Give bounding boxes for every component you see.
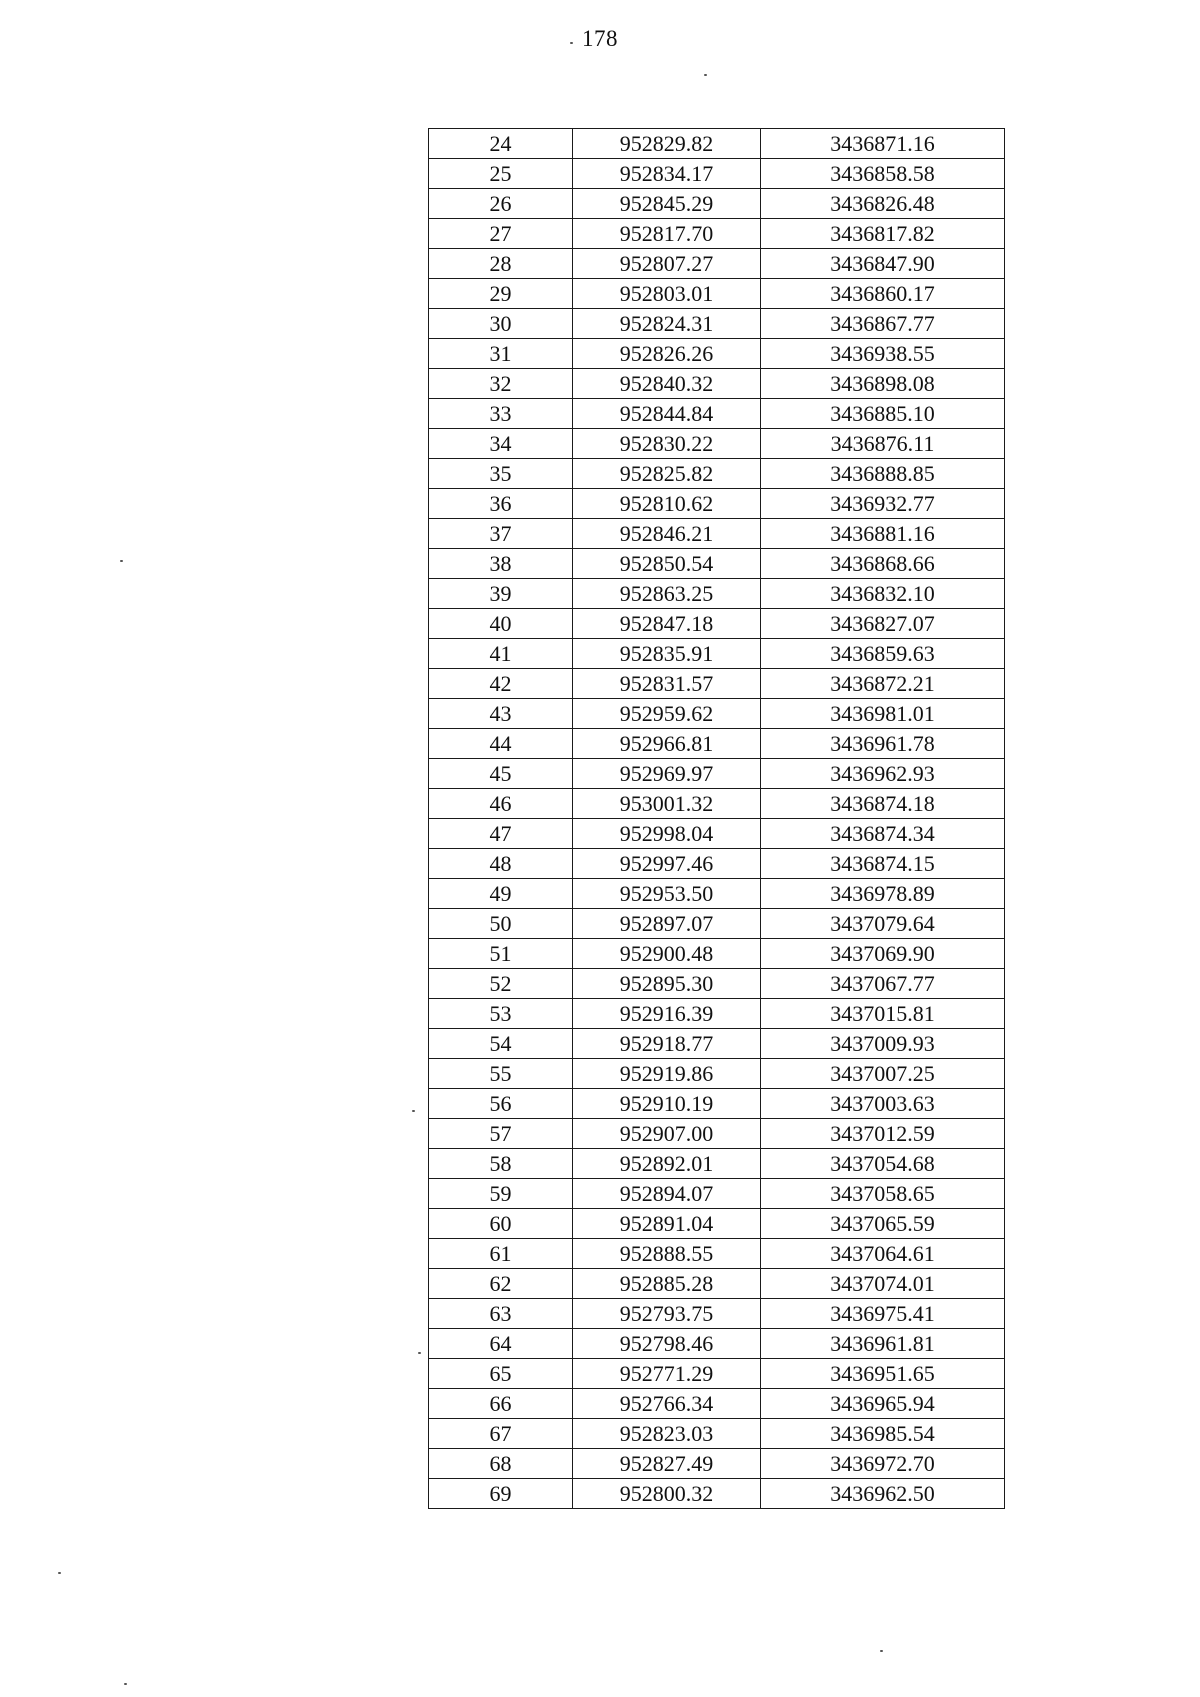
y-coordinate-cell: 3437054.68 (761, 1149, 1005, 1179)
y-coordinate-cell: 3436985.54 (761, 1419, 1005, 1449)
y-coordinate-cell: 3436962.50 (761, 1479, 1005, 1509)
y-coordinate-cell: 3436961.78 (761, 729, 1005, 759)
table-row (429, 1059, 1005, 1089)
x-coordinate-cell: 952766.34 (573, 1389, 761, 1419)
table-row (429, 1479, 1005, 1509)
x-coordinate-cell: 952834.17 (573, 159, 761, 189)
point-number-cell: 54 (429, 1029, 573, 1059)
point-number-cell: 67 (429, 1419, 573, 1449)
point-number-cell: 25 (429, 159, 573, 189)
y-coordinate-cell: 3436938.55 (761, 339, 1005, 369)
point-number-cell: 29 (429, 279, 573, 309)
table-row (429, 759, 1005, 789)
table-row (429, 1269, 1005, 1299)
table-row (429, 1089, 1005, 1119)
x-coordinate-cell: 952907.00 (573, 1119, 761, 1149)
coordinate-table-body (429, 129, 1005, 1509)
x-coordinate-cell: 952847.18 (573, 609, 761, 639)
point-number-cell: 62 (429, 1269, 573, 1299)
point-number-cell: 52 (429, 969, 573, 999)
table-row (429, 219, 1005, 249)
point-number-cell: 61 (429, 1239, 573, 1269)
x-coordinate-cell: 953001.32 (573, 789, 761, 819)
table-row (429, 249, 1005, 279)
point-number-cell: 68 (429, 1449, 573, 1479)
x-coordinate-cell: 952959.62 (573, 699, 761, 729)
scan-speck (120, 560, 123, 562)
point-number-cell: 45 (429, 759, 573, 789)
point-number-cell: 58 (429, 1149, 573, 1179)
point-number-cell: 34 (429, 429, 573, 459)
scan-speck (124, 1683, 127, 1685)
point-number-cell: 31 (429, 339, 573, 369)
y-coordinate-cell: 3436978.89 (761, 879, 1005, 909)
scan-speck (880, 1650, 883, 1652)
x-coordinate-cell: 952825.82 (573, 459, 761, 489)
table-row (429, 459, 1005, 489)
point-number-cell: 28 (429, 249, 573, 279)
y-coordinate-cell: 3436874.34 (761, 819, 1005, 849)
x-coordinate-cell: 952831.57 (573, 669, 761, 699)
scan-speck (570, 42, 573, 44)
table-row (429, 279, 1005, 309)
x-coordinate-cell: 952817.70 (573, 219, 761, 249)
x-coordinate-cell: 952966.81 (573, 729, 761, 759)
y-coordinate-cell: 3437067.77 (761, 969, 1005, 999)
point-number-cell: 56 (429, 1089, 573, 1119)
x-coordinate-cell: 952846.21 (573, 519, 761, 549)
y-coordinate-cell: 3436965.94 (761, 1389, 1005, 1419)
table-row (429, 1449, 1005, 1479)
point-number-cell: 32 (429, 369, 573, 399)
table-row (429, 999, 1005, 1029)
point-number-cell: 26 (429, 189, 573, 219)
y-coordinate-cell: 3437069.90 (761, 939, 1005, 969)
scan-speck (58, 1572, 61, 1574)
x-coordinate-cell: 952891.04 (573, 1209, 761, 1239)
point-number-cell: 44 (429, 729, 573, 759)
point-number-cell: 48 (429, 849, 573, 879)
scan-speck (412, 1110, 415, 1112)
y-coordinate-cell: 3437065.59 (761, 1209, 1005, 1239)
table-row (429, 519, 1005, 549)
y-coordinate-cell: 3436868.66 (761, 549, 1005, 579)
y-coordinate-cell: 3436932.77 (761, 489, 1005, 519)
table-row (429, 369, 1005, 399)
point-number-cell: 35 (429, 459, 573, 489)
table-row (429, 1419, 1005, 1449)
y-coordinate-cell: 3436876.11 (761, 429, 1005, 459)
x-coordinate-cell: 952800.32 (573, 1479, 761, 1509)
table-row (429, 129, 1005, 159)
table-row (429, 1389, 1005, 1419)
point-number-cell: 59 (429, 1179, 573, 1209)
x-coordinate-cell: 952998.04 (573, 819, 761, 849)
point-number-cell: 43 (429, 699, 573, 729)
y-coordinate-cell: 3436888.85 (761, 459, 1005, 489)
point-number-cell: 33 (429, 399, 573, 429)
table-row (429, 789, 1005, 819)
x-coordinate-cell: 952895.30 (573, 969, 761, 999)
point-number-cell: 57 (429, 1119, 573, 1149)
x-coordinate-cell: 952826.26 (573, 339, 761, 369)
table-row (429, 1209, 1005, 1239)
y-coordinate-cell: 3436872.21 (761, 669, 1005, 699)
point-number-cell: 27 (429, 219, 573, 249)
y-coordinate-cell: 3436847.90 (761, 249, 1005, 279)
y-coordinate-cell: 3436817.82 (761, 219, 1005, 249)
x-coordinate-cell: 952892.01 (573, 1149, 761, 1179)
x-coordinate-cell: 952997.46 (573, 849, 761, 879)
x-coordinate-cell: 952910.19 (573, 1089, 761, 1119)
x-coordinate-cell: 952845.29 (573, 189, 761, 219)
y-coordinate-cell: 3436858.58 (761, 159, 1005, 189)
x-coordinate-cell: 952807.27 (573, 249, 761, 279)
table-row (429, 849, 1005, 879)
coordinate-table (428, 128, 1005, 1509)
table-row (429, 819, 1005, 849)
x-coordinate-cell: 952863.25 (573, 579, 761, 609)
point-number-cell: 51 (429, 939, 573, 969)
point-number-cell: 41 (429, 639, 573, 669)
y-coordinate-cell: 3436860.17 (761, 279, 1005, 309)
x-coordinate-cell: 952953.50 (573, 879, 761, 909)
y-coordinate-cell: 3437074.01 (761, 1269, 1005, 1299)
table-row (429, 1329, 1005, 1359)
y-coordinate-cell: 3436962.93 (761, 759, 1005, 789)
x-coordinate-cell: 952827.49 (573, 1449, 761, 1479)
point-number-cell: 40 (429, 609, 573, 639)
y-coordinate-cell: 3436874.15 (761, 849, 1005, 879)
y-coordinate-cell: 3437064.61 (761, 1239, 1005, 1269)
point-number-cell: 38 (429, 549, 573, 579)
x-coordinate-cell: 952888.55 (573, 1239, 761, 1269)
y-coordinate-cell: 3436859.63 (761, 639, 1005, 669)
table-row (429, 969, 1005, 999)
table-row (429, 1179, 1005, 1209)
point-number-cell: 47 (429, 819, 573, 849)
x-coordinate-cell: 952793.75 (573, 1299, 761, 1329)
y-coordinate-cell: 3437079.64 (761, 909, 1005, 939)
point-number-cell: 37 (429, 519, 573, 549)
y-coordinate-cell: 3436874.18 (761, 789, 1005, 819)
table-row (429, 1029, 1005, 1059)
point-number-cell: 30 (429, 309, 573, 339)
y-coordinate-cell: 3437003.63 (761, 1089, 1005, 1119)
page-number: 178 (582, 26, 618, 51)
x-coordinate-cell: 952897.07 (573, 909, 761, 939)
x-coordinate-cell: 952919.86 (573, 1059, 761, 1089)
x-coordinate-cell: 952840.32 (573, 369, 761, 399)
x-coordinate-cell: 952771.29 (573, 1359, 761, 1389)
point-number-cell: 60 (429, 1209, 573, 1239)
x-coordinate-cell: 952810.62 (573, 489, 761, 519)
y-coordinate-cell: 3436826.48 (761, 189, 1005, 219)
x-coordinate-cell: 952918.77 (573, 1029, 761, 1059)
point-number-cell: 46 (429, 789, 573, 819)
x-coordinate-cell: 952835.91 (573, 639, 761, 669)
y-coordinate-cell: 3436827.07 (761, 609, 1005, 639)
point-number-cell: 55 (429, 1059, 573, 1089)
x-coordinate-cell: 952798.46 (573, 1329, 761, 1359)
x-coordinate-cell: 952894.07 (573, 1179, 761, 1209)
point-number-cell: 36 (429, 489, 573, 519)
y-coordinate-cell: 3436972.70 (761, 1449, 1005, 1479)
y-coordinate-cell: 3436881.16 (761, 519, 1005, 549)
y-coordinate-cell: 3436961.81 (761, 1329, 1005, 1359)
y-coordinate-cell: 3436832.10 (761, 579, 1005, 609)
x-coordinate-cell: 952900.48 (573, 939, 761, 969)
table-row (429, 639, 1005, 669)
x-coordinate-cell: 952844.84 (573, 399, 761, 429)
table-row (429, 399, 1005, 429)
table-row (429, 729, 1005, 759)
table-row (429, 1119, 1005, 1149)
y-coordinate-cell: 3437058.65 (761, 1179, 1005, 1209)
table-row (429, 489, 1005, 519)
y-coordinate-cell: 3436885.10 (761, 399, 1005, 429)
y-coordinate-cell: 3436867.77 (761, 309, 1005, 339)
y-coordinate-cell: 3436898.08 (761, 369, 1005, 399)
table-row (429, 939, 1005, 969)
table-row (429, 909, 1005, 939)
y-coordinate-cell: 3436951.65 (761, 1359, 1005, 1389)
table-row (429, 1149, 1005, 1179)
table-row (429, 579, 1005, 609)
point-number-cell: 65 (429, 1359, 573, 1389)
x-coordinate-cell: 952969.97 (573, 759, 761, 789)
table-row (429, 1359, 1005, 1389)
x-coordinate-cell: 952850.54 (573, 549, 761, 579)
table-row (429, 669, 1005, 699)
point-number-cell: 24 (429, 129, 573, 159)
table-row (429, 699, 1005, 729)
point-number-cell: 42 (429, 669, 573, 699)
scan-speck (418, 1352, 421, 1354)
table-row (429, 339, 1005, 369)
table-row (429, 159, 1005, 189)
scan-speck (704, 74, 707, 76)
y-coordinate-cell: 3437007.25 (761, 1059, 1005, 1089)
point-number-cell: 39 (429, 579, 573, 609)
table-row (429, 549, 1005, 579)
table-row (429, 189, 1005, 219)
point-number-cell: 53 (429, 999, 573, 1029)
x-coordinate-cell: 952824.31 (573, 309, 761, 339)
y-coordinate-cell: 3437009.93 (761, 1029, 1005, 1059)
point-number-cell: 49 (429, 879, 573, 909)
table-row (429, 879, 1005, 909)
y-coordinate-cell: 3436975.41 (761, 1299, 1005, 1329)
point-number-cell: 66 (429, 1389, 573, 1419)
y-coordinate-cell: 3436871.16 (761, 129, 1005, 159)
y-coordinate-cell: 3437012.59 (761, 1119, 1005, 1149)
point-number-cell: 63 (429, 1299, 573, 1329)
point-number-cell: 69 (429, 1479, 573, 1509)
x-coordinate-cell: 952823.03 (573, 1419, 761, 1449)
table-row (429, 1239, 1005, 1269)
table-row (429, 1299, 1005, 1329)
point-number-cell: 64 (429, 1329, 573, 1359)
table-row (429, 609, 1005, 639)
x-coordinate-cell: 952830.22 (573, 429, 761, 459)
y-coordinate-cell: 3437015.81 (761, 999, 1005, 1029)
y-coordinate-cell: 3436981.01 (761, 699, 1005, 729)
x-coordinate-cell: 952829.82 (573, 129, 761, 159)
x-coordinate-cell: 952803.01 (573, 279, 761, 309)
x-coordinate-cell: 952916.39 (573, 999, 761, 1029)
table-row (429, 429, 1005, 459)
point-number-cell: 50 (429, 909, 573, 939)
x-coordinate-cell: 952885.28 (573, 1269, 761, 1299)
table-row (429, 309, 1005, 339)
